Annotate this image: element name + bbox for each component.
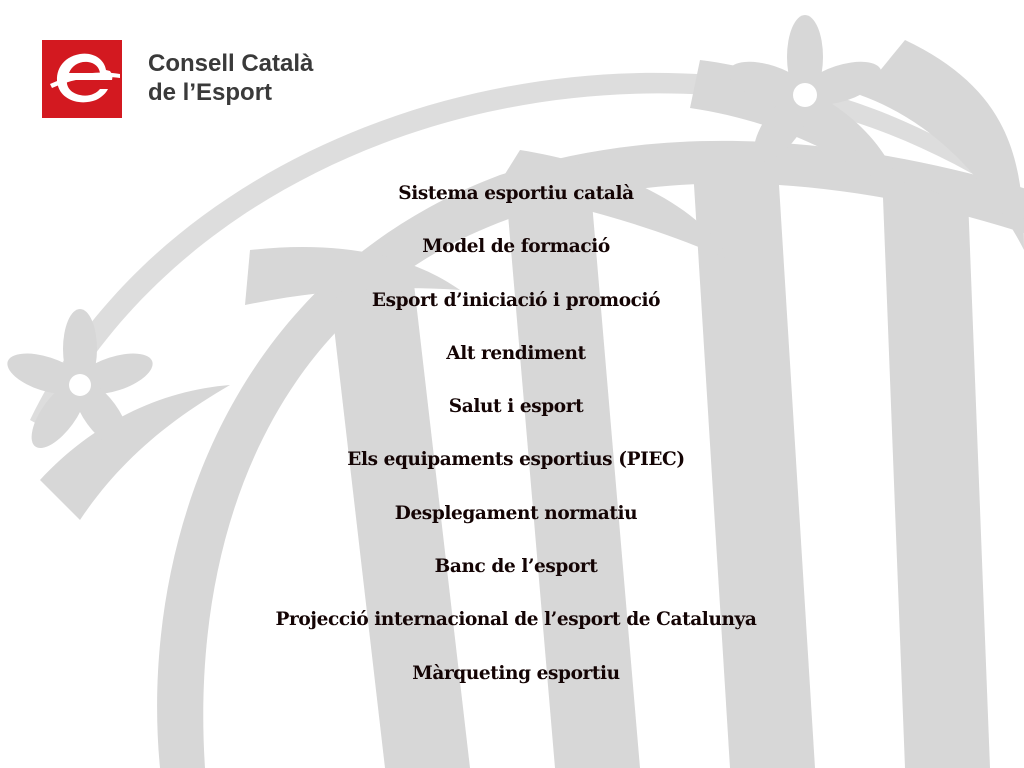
organization-name-line2: de l’Esport <box>148 79 273 106</box>
topic-item: Model de formació <box>422 236 610 258</box>
topic-item: Els equipaments esportius (PIEC) <box>347 449 685 471</box>
ccesport-logo-icon <box>42 40 122 118</box>
organization-name-line1: Consell Català <box>148 50 314 77</box>
topic-item: Sistema esportiu català <box>398 183 634 204</box>
topic-item: Màrqueting esportiu <box>412 662 620 684</box>
topic-item: Salut i esport <box>448 396 584 418</box>
topic-item: Projecció internacional de l’esport de Catalunya <box>275 609 757 631</box>
topic-item: Banc de l’esport <box>434 556 598 578</box>
organization-name <box>148 49 313 107</box>
topic-item: Alt rendiment <box>446 342 586 364</box>
topic-item: Desplegament normatiu <box>394 502 638 524</box>
topic-item: Esport d’iniciació i promoció <box>371 289 661 311</box>
topic-list <box>0 181 1024 714</box>
